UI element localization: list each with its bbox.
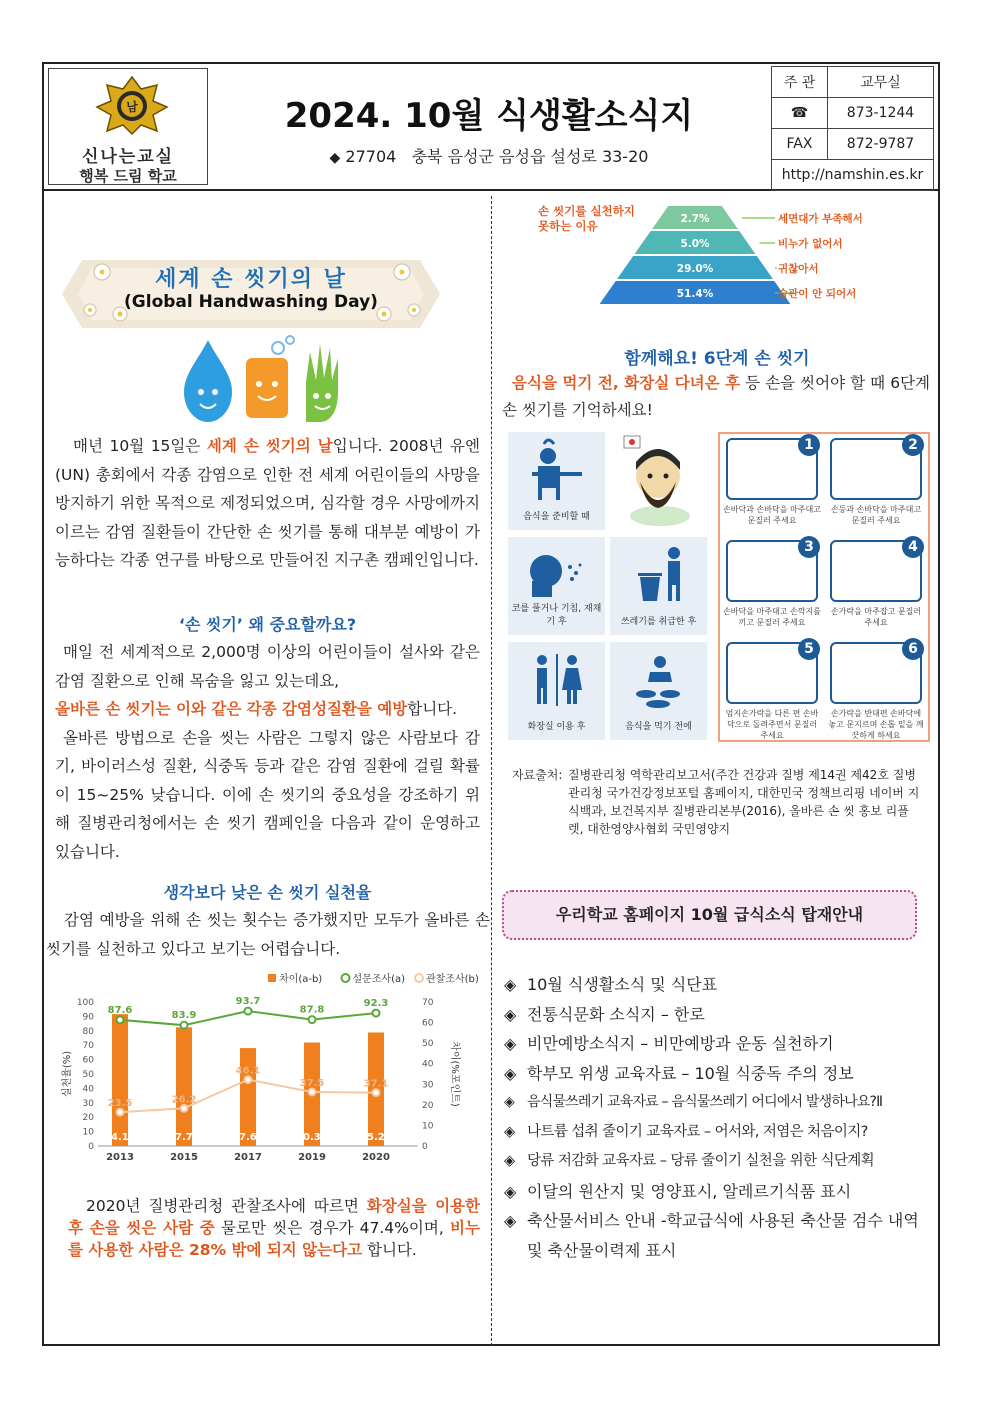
logo-line2: 행복 드림 학교 (79, 167, 177, 185)
road-sign-icon: ◆ (329, 150, 341, 166)
cook-icon (508, 432, 605, 502)
six-steps-panel (718, 432, 930, 742)
step-3 (722, 538, 822, 638)
card-label-cooking: 음식을 준비할 때 (523, 512, 590, 522)
step-number-2: 2 (902, 434, 924, 456)
series-point (117, 1109, 124, 1116)
banner-title: 세계 손 씻기의 날 (155, 267, 347, 292)
diamond-bullet-icon: ◈ (504, 1063, 517, 1083)
banner-subtitle: (Global Handwashing Day) (124, 292, 378, 312)
pyramid-reason: 귀찮아서 (778, 263, 819, 275)
list-item (502, 970, 932, 1000)
y2-tick-label: 20 (422, 1100, 434, 1111)
why-paragraph (55, 638, 480, 866)
chart-y2-axis-label: 차이(%포인트) (449, 1041, 460, 1107)
y-tick-label: 30 (82, 1098, 94, 1109)
step-number-4: 4 (902, 536, 924, 558)
info-value-fax: 872-9787 (828, 129, 934, 160)
list-item (502, 1029, 932, 1059)
steps-intro-text: 등 손을 씻어야 할 때 6단계 손 씻기를 기억하세요! (502, 374, 930, 419)
step-caption-4: 손가락을 마주잡고 문질러 주세요 (830, 607, 922, 627)
series-point (309, 1089, 316, 1096)
y-tick-label: 0 (88, 1142, 94, 1152)
rate-paragraph: 감염 예방을 위해 손 씻는 횟수는 증가했지만 모두가 올바른 손 씻기를 실천하고 있다고 보기는 어렵습니다. (46, 911, 490, 958)
step-caption-6: 손가락을 반대편 손바닥에 놓고 문지르며 손톱 밑을 깨끗하게 하세요 (828, 709, 924, 740)
series-point (309, 1016, 316, 1023)
x-tick-label: 2015 (170, 1152, 198, 1163)
phone-icon: ☎ (772, 98, 828, 129)
pyramid-reason: 비누가 없어서 (778, 238, 843, 250)
step-4 (826, 538, 926, 638)
y2-tick-label: 70 (422, 998, 434, 1008)
series-point (181, 1105, 188, 1112)
pyramid-reason: 습관이 안 되어서 (778, 288, 857, 300)
series-point (245, 1076, 252, 1083)
y2-tick-label: 10 (422, 1121, 434, 1132)
list-item-text: 비만예방소식지 – 비만예방과 운동 실천하기 (527, 1034, 834, 1053)
bar (176, 1027, 192, 1146)
trash-icon (610, 537, 707, 607)
list-item (502, 1147, 932, 1177)
x-tick-label: 2020 (362, 1152, 390, 1163)
step-2 (826, 436, 926, 536)
y-tick-label: 70 (82, 1041, 94, 1052)
bar (112, 1014, 128, 1146)
conclusion-highlight-1: 화장실을 이용한 후 손을 씻은 사람 중 (68, 1197, 480, 1237)
steps-intro (502, 370, 930, 424)
series-point (117, 1016, 124, 1023)
pyramid-percent: 2.7% (680, 213, 710, 225)
list-item (502, 1177, 932, 1207)
series-point (181, 1022, 188, 1029)
address-text: 27704 충북 음성군 음성읍 설성로 33-20 (345, 147, 649, 166)
why-text-1: 매일 전 세계적으로 2,000명 이상의 어린이들이 설사와 같은 감염 질환으로 인해 목숨을 잃고 있는데요, (55, 643, 480, 690)
list-item-text: 이달의 원산지 및 영양표시, 알레르기식품 표시 (527, 1181, 852, 1201)
diamond-bullet-icon: ◈ (504, 1211, 517, 1230)
cartoon-character-icon (610, 432, 707, 530)
y-tick-label: 100 (76, 998, 94, 1008)
point-data-label: 87.8 (299, 1004, 325, 1016)
y2-tick-label: 40 (422, 1059, 434, 1070)
diamond-bullet-icon: ◈ (504, 1004, 517, 1024)
step-caption-1: 손바닥과 손바닥을 마주대고 문질러 주세요 (723, 505, 821, 525)
card-label-eating: 음식을 먹기 전에 (625, 722, 692, 732)
y-tick-label: 10 (82, 1127, 94, 1138)
list-item-text: 학부모 위생 교육자료 – 10월 식중독 주의 정보 (527, 1063, 854, 1083)
handwashing-rate-chart (58, 968, 488, 1168)
list-item (502, 1118, 932, 1148)
x-tick-label: 2017 (234, 1152, 262, 1163)
x-tick-label: 2019 (298, 1152, 326, 1163)
y2-tick-label: 60 (422, 1018, 434, 1029)
legend-label: 설문조사(a) (352, 974, 406, 985)
conclusion-paragraph (68, 1195, 480, 1261)
why-highlight: 올바른 손 씻기는 이와 같은 각종 감염성질환을 예방 (55, 700, 408, 718)
chart-y-axis-label: 실천율(%) (62, 1050, 73, 1098)
list-item-text: 나트륨 섭취 줄이기 교육자료 – 어서와, 저염은 처음이지? (527, 1123, 868, 1140)
chart-legend (268, 972, 479, 985)
series-point (373, 1089, 380, 1096)
x-tick-label: 2013 (106, 1152, 134, 1163)
pyramid-percent: 5.0% (680, 238, 710, 250)
series-point (373, 1010, 380, 1017)
point-data-label: 92.3 (363, 998, 389, 1010)
y-tick-label: 90 (82, 1012, 94, 1023)
card-eating (610, 642, 707, 740)
page-title: 2024. 10월 식생활소식지 (284, 96, 694, 136)
diamond-bullet-icon: ◈ (504, 975, 517, 994)
legend-swatch (342, 974, 350, 982)
step-5 (722, 640, 822, 740)
step-number-3: 3 (798, 536, 820, 558)
steps-intro-highlight: 음식을 먹기 전, 화장실 다녀온 후 (512, 374, 741, 392)
intro-text-2: 입니다. 2008년 유엔(UN) 총회에서 각종 감염으로 인한 전 세계 어린이들의 사망을 방지하기 위한 목적으로 제정되었으며, 심각할 경우 사망에까지 이르는 감염 질환들이 간단한 손 씻기를 통해 대부분 예방이 가능하다는 각종 연구를 바탕으로 만들어진 지구촌 캠페인입니다. (55, 437, 480, 569)
series-point (245, 1008, 252, 1015)
restroom-icon (508, 642, 605, 712)
step-number-6: 6 (902, 638, 924, 660)
list-item (502, 1088, 932, 1118)
conclusion-text-3: 합니다. (362, 1241, 417, 1259)
info-value-dept: 교무실 (828, 67, 934, 98)
y-tick-label: 80 (82, 1026, 94, 1037)
source-note (512, 766, 924, 838)
pyramid-percent: 51.4% (676, 288, 714, 300)
legend-label: 관찰조사(b) (426, 974, 479, 985)
intro-text-1: 매년 10월 15일은 (73, 437, 207, 455)
y2-tick-label: 0 (422, 1142, 428, 1152)
point-data-label: 26.2 (171, 1094, 197, 1106)
point-data-label: 87.6 (107, 1004, 133, 1016)
why-text-2: 합니다. (407, 700, 458, 718)
card-restroom (508, 642, 605, 740)
step-caption-3: 손바닥을 마주대고 손깍지를 끼고 문질러 주세요 (723, 607, 821, 627)
card-label-trash: 쓰레기를 취급한 후 (620, 617, 697, 627)
eating-icon (610, 642, 707, 712)
pyramid-reason: 세면대가 부족해서 (778, 213, 863, 225)
point-data-label: 93.7 (235, 996, 261, 1008)
card-cooking (508, 432, 605, 530)
y-tick-label: 40 (82, 1084, 94, 1095)
point-data-label: 23.5 (107, 1098, 133, 1110)
point-data-label: 37.1 (363, 1078, 389, 1090)
contact-table (771, 66, 934, 191)
bar-data-label: 55.2p (360, 1132, 392, 1143)
step-caption-5: 엄지손가락을 다른 편 손바닥으로 돌려주면서 문질러 주세요 (725, 709, 819, 740)
list-item-text: 축산물서비스 안내 -학교급식에 사용된 축산물 검수 내역 및 축산물이력제 표시 (527, 1211, 919, 1260)
info-value-phone: 873-1244 (828, 98, 934, 129)
address (215, 144, 763, 167)
why-heading: ‘손 씻기’ 왜 중요할까요? (178, 615, 357, 634)
intro-highlight: 세계 손 씻기의 날 (206, 437, 333, 455)
y-tick-label: 50 (82, 1070, 94, 1080)
source-label: 자료출처: (512, 768, 563, 782)
conclusion-text-2: 물로만 씻은 경우가 47.4%이며, (214, 1219, 451, 1237)
step-number-1: 1 (798, 434, 820, 456)
column-divider (491, 196, 492, 1346)
point-data-label: 46.1 (235, 1065, 261, 1077)
intro-paragraph (55, 432, 480, 575)
diamond-bullet-icon: ◈ (504, 1034, 517, 1053)
bar-data-label: 50.3p (296, 1132, 328, 1143)
point-data-label: 83.9 (171, 1010, 197, 1022)
card-character (610, 432, 707, 530)
notice-list (502, 970, 932, 1265)
bar-data-label: 47.6p (232, 1132, 264, 1143)
mascots-illustration (170, 332, 360, 427)
y-tick-label: 20 (82, 1113, 94, 1124)
diamond-bullet-icon: ◈ (504, 1153, 515, 1169)
rate-heading: 생각보다 낮은 손 씻기 실천율 (163, 883, 372, 902)
sneeze-icon (508, 537, 605, 607)
bar-data-label: 57.7p (168, 1132, 200, 1143)
source-text: 질병관리청 역학관리보고서(주간 건강과 질병 제14권 제42호 질병관리청 국가건강정보포털 홈페이지, 대한민국 정책브리핑 네이버 지식백과, 보건복지부 질병관리본부(2016), 올바른 손 씻 홍보 리플렛, 대한영양사협회 국민영양지 (568, 768, 920, 836)
list-item-text: 당류 저감화 교육자료 – 당류 줄이기 실천을 위한 식단계획 (527, 1153, 875, 1169)
website-link[interactable]: http://namshin.es.kr (772, 160, 934, 191)
list-item-text: 전통식문화 소식지 – 한로 (527, 1004, 705, 1024)
logo-line1: 신나는교실 (81, 147, 175, 167)
card-sneeze (508, 537, 605, 635)
step-number-5: 5 (798, 638, 820, 660)
school-emblem-icon (95, 75, 169, 135)
homepage-notice: 우리학교 홈페이지 10월 급식소식 탑재안내 (502, 890, 917, 940)
diamond-bullet-icon: ◈ (504, 1181, 517, 1201)
pyramid-percent: 29.0% (676, 263, 714, 275)
point-data-label: 37.5 (299, 1078, 325, 1089)
legend-swatch (415, 974, 423, 982)
list-item (502, 1000, 932, 1030)
conclusion-highlight-2: 비누를 사용한 사람은 28% 밖에 되지 않는다고 (68, 1219, 480, 1259)
bar-data-label: 64.1p (104, 1132, 136, 1143)
list-item-text: 음식물쓰레기 교육자료 – 음식물쓰레기 어디에서 발생하나요?Ⅱ (527, 1094, 883, 1110)
y2-tick-label: 50 (422, 1039, 434, 1050)
info-label-dept: 주 관 (772, 67, 828, 98)
card-label-restroom: 화장실 이용 후 (527, 722, 586, 732)
why-text-3: 올바른 방법으로 손을 씻는 사람은 그렇지 않은 사람보다 감기, 바이러스성 질환, 식중독 등과 같은 감염 질환에 걸릴 확률이 15~25% 낮습니다. 이에 손 씻기의 중요성을 강조하기 위해 질병관리청에서는 손 씻기 캠페인을 다음과 같이 운영하고 있습니다. (55, 728, 480, 861)
step-6 (826, 640, 926, 740)
when-to-wash-cards (508, 432, 708, 742)
step-caption-2: 손등과 손바닥을 마주대고 문질러 주세요 (830, 505, 922, 525)
steps-heading: 함께해요! 6단계 손 씻기 (624, 349, 810, 369)
legend-label: 차이(a-b) (279, 974, 323, 985)
pyramid-title: 손 씻기를 실천하지 못하는 이유 (538, 204, 635, 233)
card-trash (610, 537, 707, 635)
conclusion-text-1: 2020년 질병관리청 관찰조사에 따르면 (86, 1197, 367, 1215)
legend-swatch (268, 974, 276, 982)
y-tick-label: 60 (82, 1055, 94, 1066)
card-label-sneeze: 코를 풀거나 기침, 재채기 후 (511, 604, 602, 627)
y2-tick-label: 30 (422, 1080, 434, 1091)
svg-text:남: 남 (126, 100, 138, 114)
diamond-bullet-icon: ◈ (504, 1123, 515, 1140)
diamond-bullet-icon: ◈ (504, 1094, 514, 1110)
step-1 (722, 436, 822, 536)
list-item-text: 10월 식생활소식 및 식단표 (527, 975, 718, 994)
list-item (502, 1206, 932, 1265)
list-item (502, 1059, 932, 1089)
info-label-fax: FAX (772, 129, 828, 160)
